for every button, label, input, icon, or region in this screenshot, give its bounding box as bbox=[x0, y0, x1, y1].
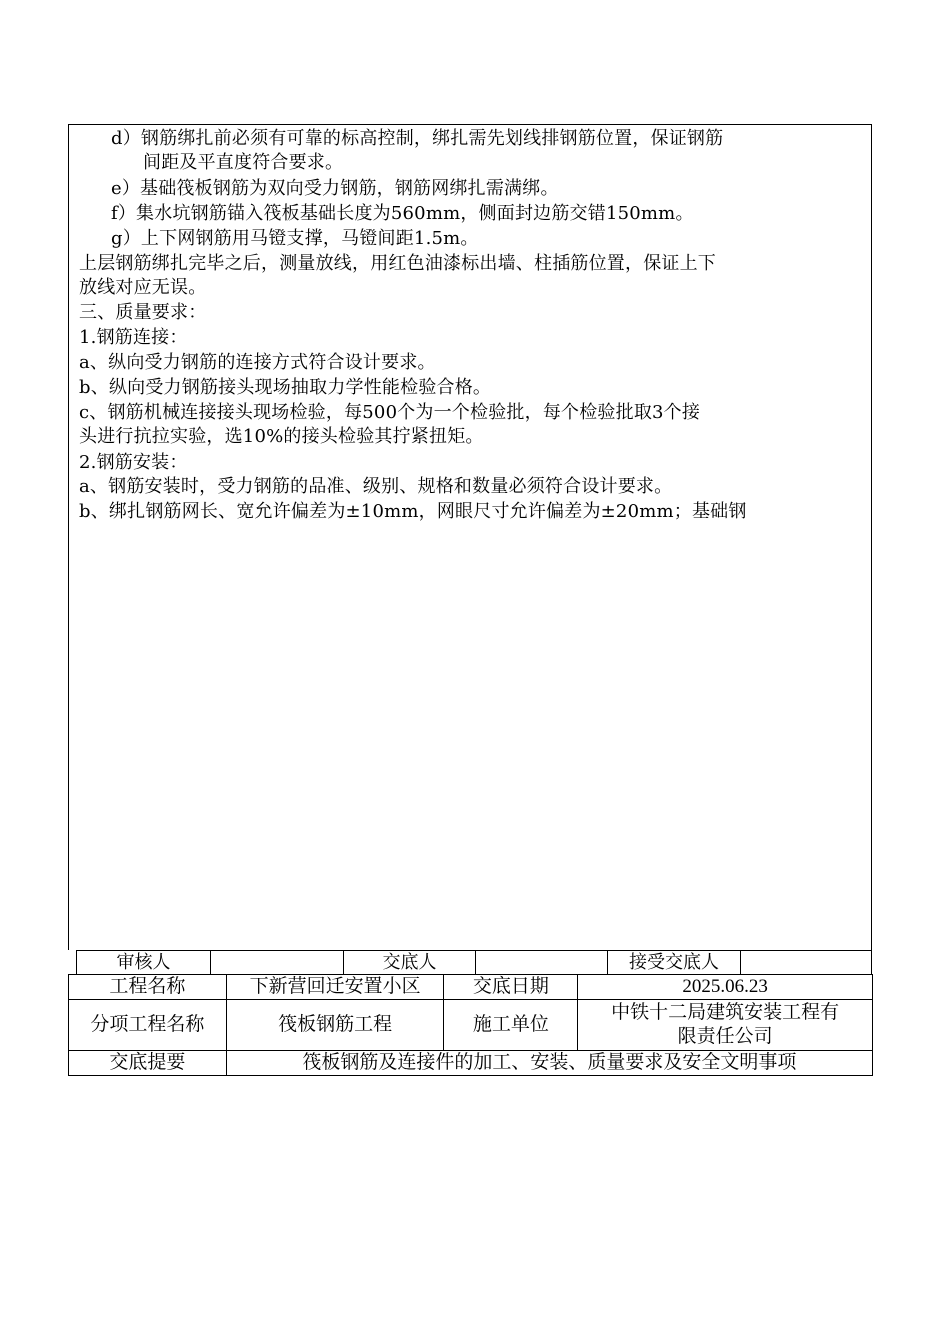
project-name-value: 下新营回迁安置小区 bbox=[226, 975, 444, 1000]
subsection-heading: 2.钢筋安装： bbox=[79, 452, 188, 473]
text-line: a、钢筋安装时，受力钢筋的品准、级别、规格和数量必须符合设计要求。 bbox=[79, 476, 673, 497]
contractor-label: 施工单位 bbox=[444, 1000, 578, 1051]
signature-row bbox=[76, 950, 872, 975]
project-info-table bbox=[68, 974, 873, 1076]
text-line: c、钢筋机械连接接头现场检验，每500个为一个检验批，每个检验批取3个接 bbox=[79, 402, 701, 423]
sub-project-value: 筏板钢筋工程 bbox=[226, 1000, 444, 1051]
subsection-heading: 1.钢筋连接： bbox=[79, 327, 188, 348]
project-name-label: 工程名称 bbox=[69, 975, 227, 1000]
contractor-value-line: 中铁十二局建筑安装工程有 bbox=[611, 1002, 840, 1023]
receiver-label: 接受交底人 bbox=[608, 951, 741, 974]
text-line: g）上下网钢筋用马镫支撑，马镫间距1.5m。 bbox=[111, 228, 479, 249]
text-line: 头进行抗拉实验，选10%的接头检验其拧紧扭矩。 bbox=[79, 426, 484, 447]
summary-label: 交底提要 bbox=[69, 1051, 227, 1076]
contractor-value bbox=[578, 1000, 873, 1051]
text-line: d）钢筋绑扎前必须有可靠的标高控制，绑扎需先划线排钢筋位置，保证钢筋 bbox=[111, 128, 724, 149]
text-line: e）基础筏板钢筋为双向受力钢筋，钢筋网绑扎需满绑。 bbox=[111, 178, 559, 199]
text-line: 间距及平直度符合要求。 bbox=[143, 152, 344, 173]
text-line: b、绑扎钢筋网长、宽允许偏差为±10mm，网眼尺寸允许偏差为±20mm；基础钢 bbox=[79, 501, 747, 522]
sub-project-label: 分项工程名称 bbox=[69, 1000, 227, 1051]
disclosure-date-label: 交底日期 bbox=[444, 975, 578, 1000]
text-line: 放线对应无误。 bbox=[79, 277, 207, 298]
discloser-label: 交底人 bbox=[344, 951, 476, 974]
contractor-value-line: 限责任公司 bbox=[677, 1026, 773, 1047]
text-line: a、纵向受力钢筋的连接方式符合设计要求。 bbox=[79, 352, 436, 373]
disclosure-content-box bbox=[68, 124, 872, 950]
disclosure-date-value: 2025.06.23 bbox=[578, 975, 873, 1000]
receiver-field[interactable] bbox=[741, 951, 871, 974]
text-line: 上层钢筋绑扎完毕之后，测量放线，用红色油漆标出墙、柱插筋位置，保证上下 bbox=[79, 253, 716, 274]
discloser-field[interactable] bbox=[476, 951, 608, 974]
text-line: b、纵向受力钢筋接头现场抽取力学性能检验合格。 bbox=[79, 377, 492, 398]
reviewer-field[interactable] bbox=[211, 951, 344, 974]
section-heading: 三、质量要求： bbox=[79, 302, 207, 323]
summary-value: 筏板钢筋及连接件的加工、安装、质量要求及安全文明事项 bbox=[226, 1051, 872, 1076]
reviewer-label: 审核人 bbox=[77, 951, 211, 974]
text-line: f）集水坑钢筋锚入筏板基础长度为560mm，侧面封边筋交错150mm。 bbox=[111, 203, 694, 224]
